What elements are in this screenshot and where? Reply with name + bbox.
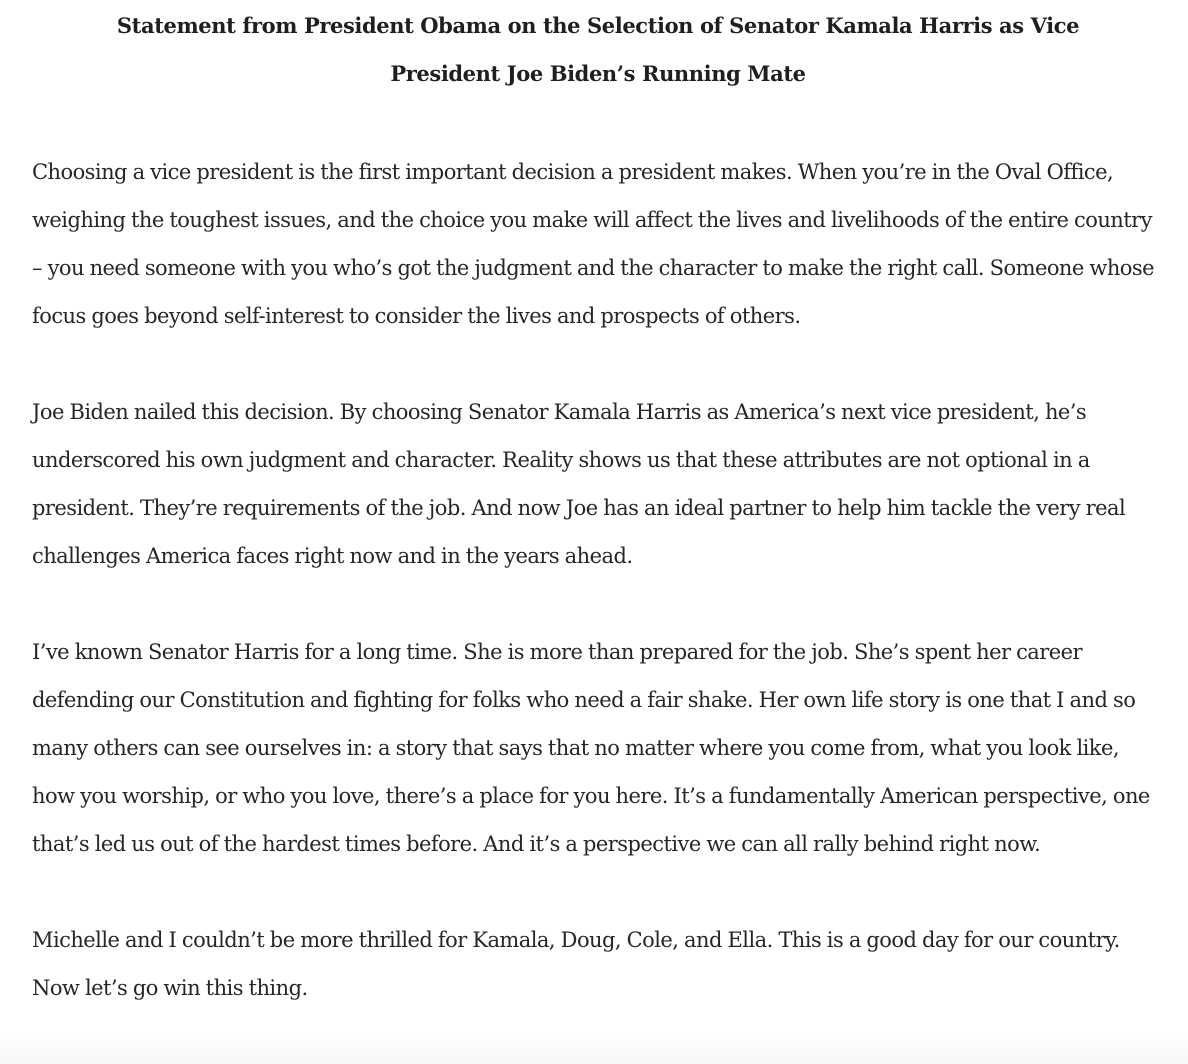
statement-title-line-1: Statement from President Obama on the Selection of Senator Kamala Harris as Vice: [116, 13, 1080, 38]
statement-paragraph-1: Choosing a vice president is the first important decision a president makes. When you’re in the Oval Office, weighing the toughest issues, and the choice you make will affect the lives and livelihoods of the entire country – you need someone with you who’s got the judgment and the character to make the right call. Someone whose focus goes beyond self-interest to consider the lives and prospects of others.: [32, 160, 1155, 328]
statement-title: [32, 0, 1164, 98]
statement-paragraph-3: I’ve known Senator Harris for a long time. She is more than prepared for the job. She’s spent her career defending our Constitution and fighting for folks who need a fair shake. Her own life story is one that I and so many others can see ourselves in: a story that says that no matter where you come from, what you look like, how you worship, or who you love, there’s a place for you here. It’s a fundamentally American perspective, one that’s led us out of the hardest times before. And it’s a perspective we can all rally behind right now.: [32, 640, 1150, 856]
statement-paragraph-4: Michelle and I couldn’t be more thrilled for Kamala, Doug, Cole, and Ella. This is a good day for our country. Now let’s go win this thing.: [32, 928, 1120, 1000]
statement-paragraph-2: Joe Biden nailed this decision. By choosing Senator Kamala Harris as America’s next vice president, he’s underscored his own judgment and character. Reality shows us that these attributes are not optional in a president. They’re requirements of the job. And now Joe has an ideal partner to help him tackle the very real challenges America faces right now and in the years ahead.: [32, 400, 1126, 568]
statement-document: [32, 0, 1164, 1012]
statement-title-line-2: President Joe Biden’s Running Mate: [390, 61, 806, 86]
bottom-fade-overlay: [0, 1034, 1188, 1064]
